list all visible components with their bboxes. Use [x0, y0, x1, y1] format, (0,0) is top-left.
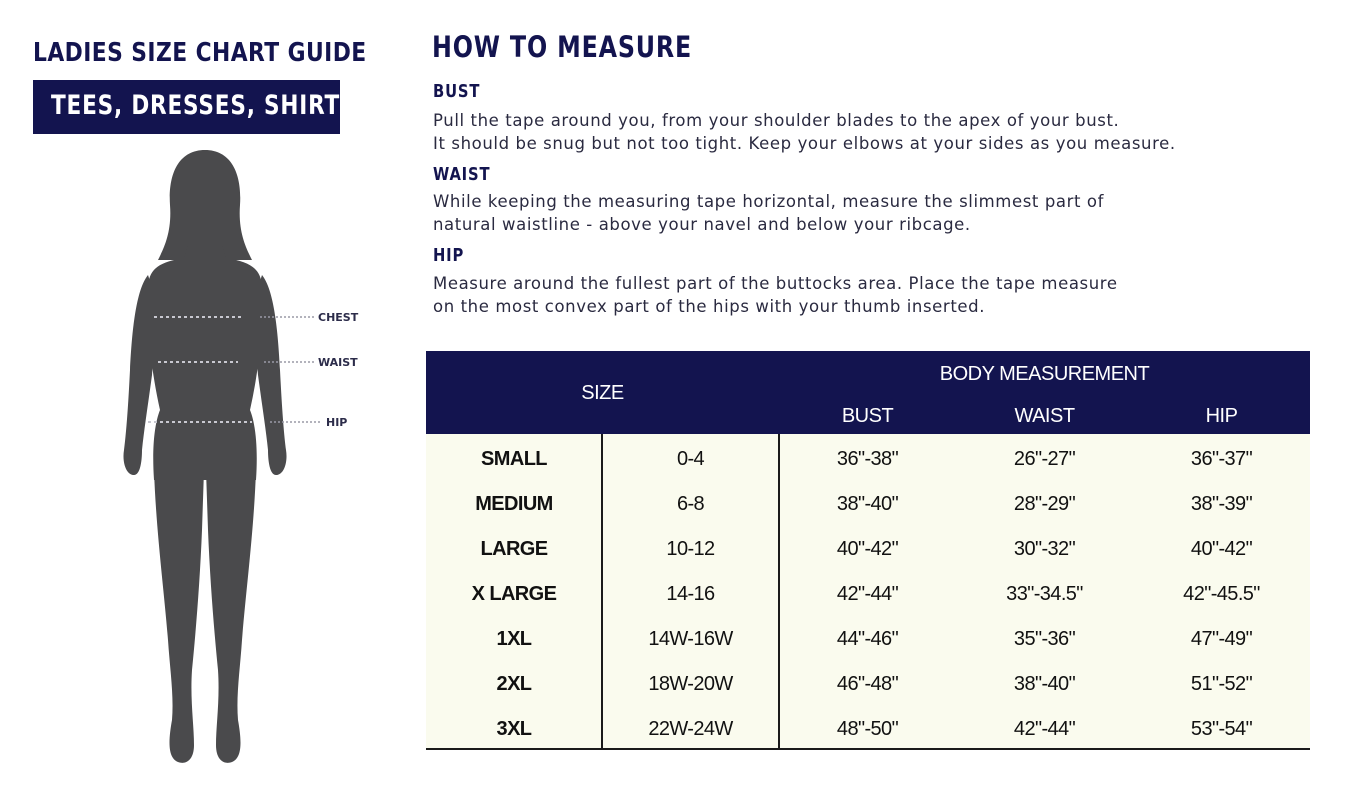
hip-cell: 53"-54" — [1190, 718, 1253, 740]
numeric-size-cell: 18W-20W — [648, 673, 733, 695]
table-row — [426, 569, 1310, 614]
waist-cell: 26"-27" — [1013, 448, 1076, 470]
size-cell: SMALL — [481, 448, 547, 470]
hip-cell: 36"-37" — [1190, 448, 1253, 470]
body-silhouette-figure — [110, 150, 370, 770]
chest-label: CHEST — [318, 311, 359, 324]
bust-cell: 42"-44" — [836, 583, 899, 605]
column-divider — [601, 434, 603, 749]
column-divider — [778, 434, 780, 749]
guide-subtitle-banner — [33, 80, 357, 134]
bust-cell: 48"-50" — [836, 718, 899, 740]
bust-line-2: It should be snug but not too tight. Keep your elbows at your sides as you measure. — [433, 134, 1176, 153]
table-row — [426, 479, 1310, 524]
bust-column-header: BUST — [841, 405, 894, 427]
hip-cell: 42"-45.5" — [1183, 583, 1260, 605]
table-row — [426, 524, 1310, 569]
size-cell: LARGE — [480, 538, 548, 560]
bust-cell: 36"-38" — [836, 448, 899, 470]
guide-subtitle: TEES, DRESSES, SHIRTS — [51, 90, 357, 121]
size-column-header: SIZE — [581, 382, 624, 404]
numeric-size-cell: 22W-24W — [648, 718, 733, 740]
waist-label: WAIST — [318, 356, 358, 369]
numeric-size-cell: 10-12 — [666, 538, 715, 560]
hip-cell: 51"-52" — [1190, 673, 1253, 695]
table-body — [426, 434, 1310, 749]
table-bottom-rule — [426, 748, 1310, 750]
hip-line-1: Measure around the fullest part of the buttocks area. Place the tape measure — [433, 274, 1118, 293]
waist-heading: WAIST — [433, 164, 491, 185]
table-row — [426, 434, 1310, 479]
waist-cell: 42"-44" — [1013, 718, 1076, 740]
hip-cell: 40"-42" — [1190, 538, 1253, 560]
waist-cell: 28"-29" — [1013, 493, 1076, 515]
bust-cell: 46"-48" — [836, 673, 899, 695]
waist-cell: 38"-40" — [1013, 673, 1076, 695]
body-measurement-header: BODY MEASUREMENT — [939, 363, 1150, 385]
bust-cell: 38"-40" — [836, 493, 899, 515]
waist-line-1: While keeping the measuring tape horizontal, measure the slimmest part of — [433, 192, 1105, 211]
size-chart-table — [426, 351, 1310, 751]
bust-instructions — [433, 109, 1176, 155]
bust-heading: BUST — [433, 81, 481, 102]
size-cell: MEDIUM — [475, 493, 553, 515]
how-to-measure-title: HOW TO MEASURE — [432, 30, 693, 64]
guide-title: LADIES SIZE CHART GUIDE — [33, 38, 367, 68]
hip-column-header: HIP — [1205, 405, 1238, 427]
numeric-size-cell: 0-4 — [676, 448, 705, 470]
waist-instructions — [433, 190, 1104, 236]
size-cell: 3XL — [496, 718, 532, 740]
numeric-size-cell: 14-16 — [666, 583, 715, 605]
hip-line-2: on the most convex part of the hips with your thumb inserted. — [433, 297, 986, 316]
table-row — [426, 614, 1310, 659]
size-cell: 1XL — [496, 628, 532, 650]
hip-cell: 38"-39" — [1190, 493, 1253, 515]
size-cell: 2XL — [496, 673, 532, 695]
hip-cell: 47"-49" — [1190, 628, 1253, 650]
size-cell: X LARGE — [471, 583, 557, 605]
hip-instructions — [433, 272, 1118, 318]
bust-cell: 40"-42" — [836, 538, 899, 560]
silhouette-icon — [123, 150, 286, 763]
waist-column-header: WAIST — [1014, 405, 1075, 427]
table-row — [426, 659, 1310, 704]
bust-cell: 44"-46" — [836, 628, 899, 650]
hip-heading: HIP — [433, 245, 465, 266]
waist-cell: 33"-34.5" — [1006, 583, 1083, 605]
waist-cell: 35"-36" — [1013, 628, 1076, 650]
hip-label: HIP — [326, 416, 348, 429]
waist-line-2: natural waistline - above your navel and below your ribcage. — [433, 215, 971, 234]
table-header — [426, 351, 1310, 434]
waist-cell: 30"-32" — [1013, 538, 1076, 560]
numeric-size-cell: 6-8 — [676, 493, 705, 515]
table-row — [426, 704, 1310, 749]
bust-line-1: Pull the tape around you, from your shoulder blades to the apex of your bust. — [433, 111, 1120, 130]
numeric-size-cell: 14W-16W — [648, 628, 733, 650]
